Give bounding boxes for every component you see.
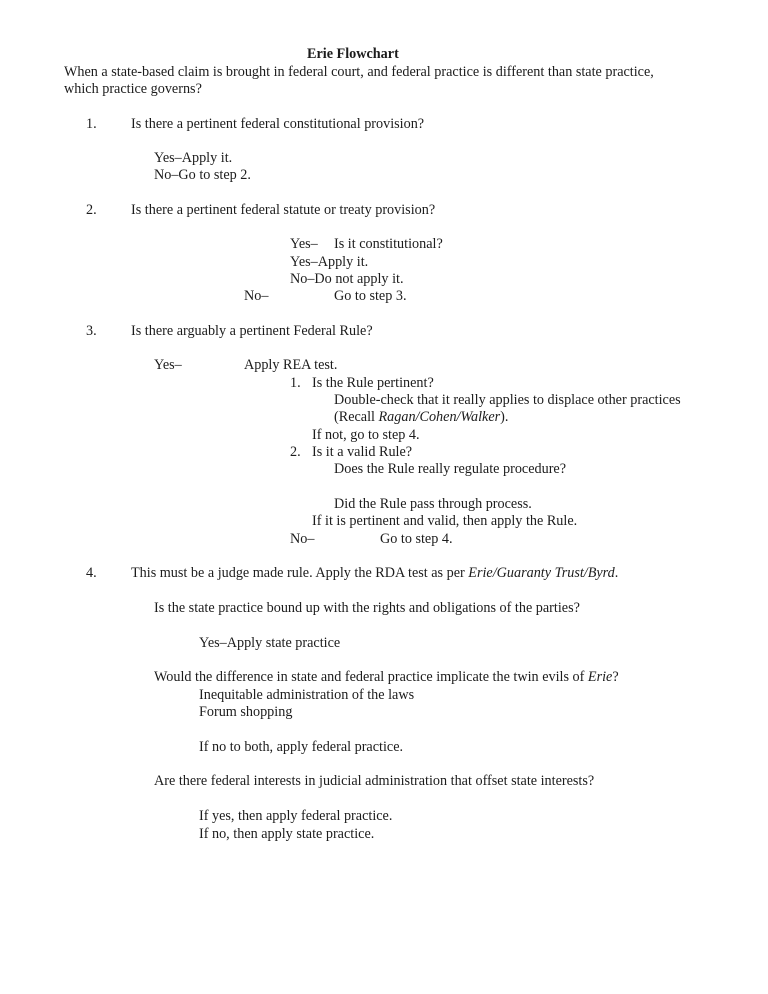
step-4-b-no: If no to both, apply federal practice. [199, 739, 404, 755]
step-2-no-label: No– [244, 288, 269, 304]
intro-line-2: which practice governs? [64, 81, 202, 97]
case-citation: Erie/Guaranty Trust/Byrd [468, 565, 615, 581]
case-citation: Erie [587, 669, 613, 685]
document-title: Erie Flowchart [307, 46, 399, 62]
step-3-no-action: Go to step 4. [380, 531, 453, 547]
step-4-question-c: Are there federal interests in judicial administration that offset state interests? [154, 773, 595, 789]
step-3-no-label: No– [290, 531, 315, 547]
step-3-sub1-detail: Double-check that it really applies to displace other practices [334, 392, 681, 408]
step-3-sub2-detail-2: Did the Rule pass through process. [334, 496, 532, 512]
step-3-sub2-question: Is it a valid Rule? [312, 444, 413, 460]
step-2-question: Is there a pertinent federal statute or treaty provision? [131, 202, 436, 218]
step-3-sub1-question: Is the Rule pertinent? [312, 375, 434, 391]
step-4-evil-2: Forum shopping [199, 704, 293, 720]
step-4-question-a: Is the state practice bound up with the rights and obligations of the parties? [154, 600, 580, 616]
case-citation: Ragan/Cohen/Walker [378, 409, 501, 425]
step-3-yes-action: Apply REA test. [244, 357, 338, 373]
step-3-yes-label: Yes– [154, 357, 182, 373]
step-4-a-yes: Yes–Apply state practice [199, 635, 341, 651]
step-2-number: 2. [86, 202, 97, 218]
step-3-number: 3. [86, 323, 97, 339]
step-4-c-no: If no, then apply state practice. [199, 826, 375, 842]
step-2-yes-label: Yes– [290, 236, 318, 252]
step-4-number: 4. [86, 565, 97, 581]
step-2-yes-no: No–Do not apply it. [290, 271, 404, 287]
step-1-no: No–Go to step 2. [154, 167, 251, 183]
step-3-sub2-detail-1: Does the Rule really regulate procedure? [334, 461, 567, 477]
step-2-no-action: Go to step 3. [334, 288, 407, 304]
step-3-sub2-number: 2. [290, 444, 301, 460]
step-3-question: Is there arguably a pertinent Federal Rule? [131, 323, 373, 339]
step-4-question: This must be a judge made rule. Apply the RDA test as per Erie/Guaranty Trust/Byrd. [131, 565, 619, 581]
step-4-evil-1: Inequitable administration of the laws [199, 687, 415, 703]
step-4-c-yes: If yes, then apply federal practice. [199, 808, 393, 824]
step-3-sub1-recall: (Recall Ragan/Cohen/Walker). [334, 409, 509, 425]
step-2-yes-question: Is it constitutional? [334, 236, 443, 252]
step-3-sub2-then: If it is pertinent and valid, then apply the Rule. [312, 513, 578, 529]
step-4-question-b: Would the difference in state and federal practice implicate the twin evils of Erie? [154, 669, 619, 685]
step-3-sub1-else: If not, go to step 4. [312, 427, 420, 443]
step-1-question: Is there a pertinent federal constitutional provision? [131, 116, 425, 132]
step-1-number: 1. [86, 116, 97, 132]
step-1-yes: Yes–Apply it. [154, 150, 233, 166]
intro-line-1: When a state-based claim is brought in federal court, and federal practice is different than state practice, [64, 64, 654, 80]
step-2-yes-yes: Yes–Apply it. [290, 254, 369, 270]
step-3-sub1-number: 1. [290, 375, 301, 391]
